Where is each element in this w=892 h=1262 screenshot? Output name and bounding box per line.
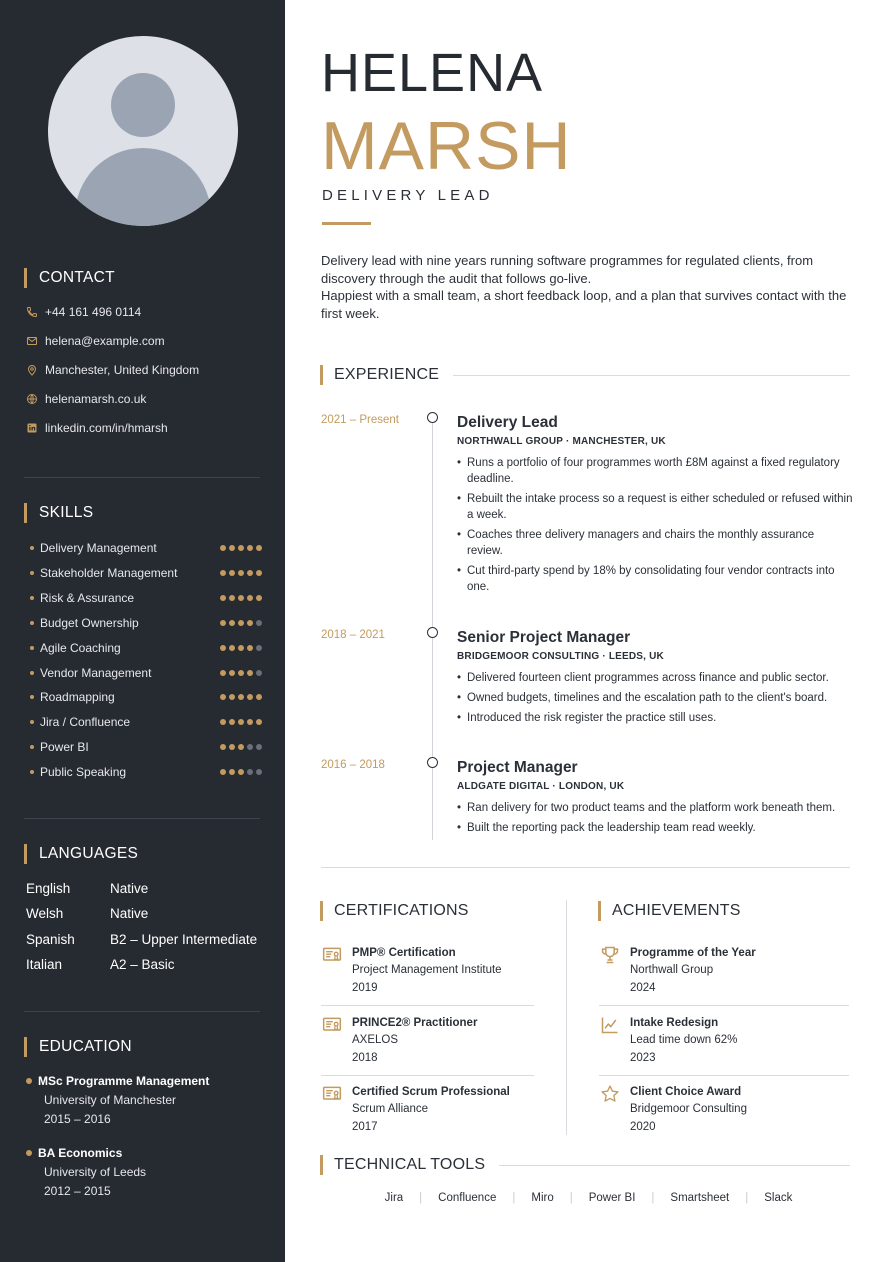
job-bullet: • Built the reporting pack the leadership team read weekly. bbox=[457, 820, 853, 836]
skill-rating bbox=[220, 570, 262, 576]
job-bullets bbox=[457, 670, 853, 726]
bullet-dot bbox=[30, 596, 34, 600]
location-pin-icon bbox=[26, 364, 38, 376]
skill-name: Public Speaking bbox=[40, 765, 127, 780]
rating-dot bbox=[229, 645, 235, 651]
skill-rating bbox=[220, 620, 262, 626]
card-divider bbox=[599, 1075, 849, 1076]
job-org: NORTHWALL GROUP · MANCHESTER, UK bbox=[457, 436, 666, 447]
technical-tools-heading: TECHNICAL TOOLS bbox=[320, 1155, 850, 1175]
rating-dot bbox=[238, 694, 244, 700]
education-heading: EDUCATION bbox=[24, 1037, 132, 1057]
rating-dot bbox=[220, 719, 226, 725]
job-bullet: • Runs a portfolio of four programmes worth £8M against a fixed regulatory deadline. bbox=[457, 455, 853, 487]
trophy-icon bbox=[600, 945, 622, 965]
rating-dot bbox=[247, 545, 253, 551]
rating-dot bbox=[247, 744, 253, 750]
certificate-icon bbox=[322, 945, 344, 965]
avatar-body-shape bbox=[75, 148, 211, 226]
sidebar: CONTACT +44 161 496 0114 helena@example.com Manchester, United Kingdom helenamarsh.co.uk linkedin.com/in/hmarsh SKILLS Delivery Management Stakeholder Management Risk & Assurance Budget Ownership Agile Coaching Vendor Management Roadmapping Jira / Confluence Power BI Public Speaking LANGUAGES English Native Welsh Native Spanish B2 – Upper Intermediate Italian A2 – Basic EDUCATION MSc Programme Management University of Manchester 2015 – 2016 BA Economics University of Leeds 2012 – 2015 bbox=[0, 0, 285, 1262]
bullet-dot bbox=[30, 770, 34, 774]
skill-rating bbox=[220, 545, 262, 551]
sidebar-divider bbox=[24, 1011, 260, 1012]
rating-dot bbox=[247, 719, 253, 725]
job-bullet: • Coaches three delivery managers and chairs the monthly assurance review. bbox=[457, 527, 853, 559]
skill-name: Delivery Management bbox=[40, 541, 157, 555]
rating-dot bbox=[220, 545, 226, 551]
skills-heading: SKILLS bbox=[24, 503, 93, 523]
tool-item: Jira bbox=[384, 1192, 404, 1204]
job-bullet: • Owned budgets, timelines and the escalation path to the client's board. bbox=[457, 690, 853, 706]
job-bullets bbox=[457, 800, 853, 836]
role-underline bbox=[322, 222, 371, 225]
contact-website[interactable]: helenamarsh.co.uk bbox=[26, 392, 146, 406]
rating-dot bbox=[247, 620, 253, 626]
contact-email[interactable]: helena@example.com bbox=[26, 334, 165, 348]
rating-dot bbox=[220, 595, 226, 601]
rating-dot bbox=[247, 595, 253, 601]
education-years: 2012 – 2015 bbox=[44, 1184, 111, 1198]
tools-list: Jira | Confluence | Miro | Power BI | Smartsheet | Slack bbox=[285, 1192, 892, 1204]
skill-name: Roadmapping bbox=[40, 690, 115, 705]
rating-dot bbox=[220, 694, 226, 700]
rating-dot bbox=[229, 620, 235, 626]
skill-row bbox=[30, 565, 262, 581]
mail-icon bbox=[26, 335, 38, 347]
skill-row bbox=[30, 615, 262, 631]
rating-dot bbox=[256, 570, 262, 576]
bullet-dot bbox=[30, 720, 34, 724]
skill-row bbox=[30, 764, 262, 780]
bullet-dot bbox=[30, 646, 34, 650]
rating-dot bbox=[238, 595, 244, 601]
certifications-heading: CERTIFICATIONS bbox=[320, 901, 540, 921]
rating-dot bbox=[247, 670, 253, 676]
tool-item: Power BI bbox=[588, 1192, 636, 1204]
timeline-node bbox=[427, 627, 438, 638]
rating-dot bbox=[247, 769, 253, 775]
rating-dot bbox=[247, 570, 253, 576]
skill-row bbox=[30, 665, 262, 681]
contact-location: Manchester, United Kingdom bbox=[26, 363, 199, 377]
rating-dot bbox=[256, 595, 262, 601]
job-dates: 2021 – Present bbox=[321, 414, 400, 426]
rating-dot bbox=[220, 570, 226, 576]
sidebar-divider bbox=[24, 818, 260, 819]
skill-rating bbox=[220, 719, 262, 725]
avatar-placeholder bbox=[48, 36, 238, 226]
rating-dot bbox=[229, 769, 235, 775]
rating-dot bbox=[229, 570, 235, 576]
job-role: DELIVERY LEAD bbox=[322, 187, 494, 204]
bullet-dot bbox=[30, 546, 34, 550]
rating-dot bbox=[238, 719, 244, 725]
tool-item: Slack bbox=[764, 1192, 793, 1204]
sidebar-divider bbox=[24, 477, 260, 478]
column-divider bbox=[566, 900, 567, 1135]
avatar-head-shape bbox=[111, 73, 175, 137]
timeline-node bbox=[427, 757, 438, 768]
rating-dot bbox=[256, 744, 262, 750]
phone-icon bbox=[26, 306, 38, 318]
education-school: University of Manchester bbox=[44, 1093, 177, 1107]
job-bullet: • Ran delivery for two product teams and the platform work beneath them. bbox=[457, 800, 853, 816]
rating-dot bbox=[229, 595, 235, 601]
job-dates: 2016 – 2018 bbox=[321, 759, 385, 771]
bullet-dot bbox=[30, 695, 34, 699]
skill-rating bbox=[220, 744, 262, 750]
rating-dot bbox=[229, 744, 235, 750]
skill-name: Agile Coaching bbox=[40, 640, 121, 655]
card-divider bbox=[321, 1005, 534, 1006]
rating-dot bbox=[229, 545, 235, 551]
tool-item: Confluence bbox=[438, 1192, 497, 1204]
job-dates: 2018 – 2021 bbox=[321, 629, 385, 641]
rating-dot bbox=[238, 620, 244, 626]
certificate-icon bbox=[322, 1015, 344, 1035]
contact-linkedin[interactable]: linkedin.com/in/hmarsh bbox=[26, 421, 168, 435]
skill-rating bbox=[220, 769, 262, 775]
job-title: Delivery Lead bbox=[457, 414, 558, 431]
skill-rating bbox=[220, 670, 262, 676]
job-org: BRIDGEMOOR CONSULTING · LEEDS, UK bbox=[457, 651, 664, 662]
summary-line: Happiest with a small team, a short feedback loop, and a plan that survives contact with the first week. bbox=[321, 288, 847, 322]
card-divider bbox=[321, 1075, 534, 1076]
summary-line: Delivery lead with nine years running software programmes for regulated clients, from discovery through the audit that follows go-live. bbox=[321, 253, 814, 286]
first-name: HELENA bbox=[321, 43, 544, 103]
skill-row bbox=[30, 540, 262, 556]
bullet-dot bbox=[30, 571, 34, 575]
bullet-dot bbox=[30, 745, 34, 749]
job-title: Senior Project Manager bbox=[457, 629, 631, 646]
skill-name: Risk & Assurance bbox=[40, 590, 135, 605]
contact-heading: CONTACT bbox=[24, 268, 115, 288]
education-degree: BA Economics bbox=[26, 1146, 146, 1160]
rating-dot bbox=[256, 769, 262, 775]
experience-heading: EXPERIENCE bbox=[320, 365, 850, 385]
skill-row bbox=[30, 739, 262, 755]
job-entry bbox=[457, 629, 853, 730]
education-school: University of Leeds bbox=[44, 1165, 147, 1179]
rating-dot bbox=[238, 670, 244, 676]
bullet-dot bbox=[30, 621, 34, 625]
rating-dot bbox=[256, 645, 262, 651]
skill-name: Jira / Confluence bbox=[40, 715, 131, 730]
rating-dot bbox=[220, 744, 226, 750]
job-entry bbox=[457, 759, 853, 840]
job-bullet: • Delivered fourteen client programmes across finance and public sector. bbox=[457, 670, 853, 686]
skill-row bbox=[30, 689, 262, 705]
rating-dot bbox=[220, 620, 226, 626]
education-entry bbox=[26, 1146, 146, 1198]
card-divider bbox=[599, 1005, 849, 1006]
rating-dot bbox=[256, 670, 262, 676]
rating-dot bbox=[247, 645, 253, 651]
education-years: 2015 – 2016 bbox=[44, 1112, 111, 1126]
rating-dot bbox=[238, 645, 244, 651]
skill-name: Power BI bbox=[40, 740, 89, 755]
skill-row bbox=[30, 640, 262, 656]
skill-name: Budget Ownership bbox=[40, 615, 139, 630]
rating-dot bbox=[238, 744, 244, 750]
contact-phone[interactable]: +44 161 496 0114 bbox=[26, 305, 141, 319]
timeline-node bbox=[427, 412, 438, 423]
rating-dot bbox=[229, 670, 235, 676]
rating-dot bbox=[256, 719, 262, 725]
education-entry bbox=[26, 1074, 209, 1126]
job-bullets bbox=[457, 455, 853, 595]
linkedin-icon bbox=[26, 422, 38, 434]
rating-dot bbox=[220, 645, 226, 651]
skill-name: Vendor Management bbox=[40, 665, 152, 680]
rating-dot bbox=[220, 769, 226, 775]
achievements-heading: ACHIEVEMENTS bbox=[598, 901, 848, 921]
education-degree: MSc Programme Management bbox=[26, 1074, 209, 1088]
rating-dot bbox=[229, 719, 235, 725]
rating-dot bbox=[256, 545, 262, 551]
rating-dot bbox=[238, 769, 244, 775]
job-title: Project Manager bbox=[457, 759, 578, 776]
last-name: MARSH bbox=[321, 108, 572, 184]
bullet-dot bbox=[30, 671, 34, 675]
job-org: ALDGATE DIGITAL · LONDON, UK bbox=[457, 781, 625, 792]
rating-dot bbox=[238, 545, 244, 551]
rating-dot bbox=[238, 570, 244, 576]
languages-heading: LANGUAGES bbox=[24, 844, 138, 864]
profile-summary bbox=[321, 252, 851, 323]
section-divider bbox=[321, 867, 850, 868]
job-entry bbox=[457, 414, 853, 599]
chart-line-icon bbox=[600, 1015, 622, 1035]
job-bullet: • Introduced the risk register the practice still uses. bbox=[457, 710, 853, 726]
rating-dot bbox=[229, 694, 235, 700]
certificate-icon bbox=[322, 1084, 344, 1104]
tool-item: Smartsheet bbox=[670, 1192, 730, 1204]
skill-name: Stakeholder Management bbox=[40, 565, 178, 580]
skill-rating bbox=[220, 645, 262, 651]
star-icon bbox=[600, 1084, 622, 1104]
job-bullet: • Cut third-party spend by 18% by consolidating four vendor contracts into one. bbox=[457, 563, 853, 595]
rating-dot bbox=[256, 620, 262, 626]
rating-dot bbox=[220, 670, 226, 676]
skill-rating bbox=[220, 595, 262, 601]
skill-rating bbox=[220, 694, 262, 700]
globe-icon bbox=[26, 393, 38, 405]
tool-item: Miro bbox=[531, 1192, 554, 1204]
job-bullet: • Rebuilt the intake process so a request is either scheduled or refused within a week. bbox=[457, 491, 853, 523]
rating-dot bbox=[256, 694, 262, 700]
rating-dot bbox=[247, 694, 253, 700]
skill-row bbox=[30, 714, 262, 730]
skill-row bbox=[30, 590, 262, 606]
main-content: HELENA MARSH DELIVERY LEAD Delivery lead with nine years running software programmes for regulated clients, from discovery through the audit that follows go-live. Happiest with a small team, a short feedback loop, and a plan that survives contact with the first week. EXPERIENCE 2021 – Present Delivery Lead NORTHWALL GROUP · MANCHESTER, UK • Runs a portfolio of four programmes worth £8M against a fixed regulatory deadline. • Rebuilt the intake process so a request is either scheduled or refused within a week. • Coaches three delivery managers and chairs the monthly assurance review. • Cut third-party spend by 18% by consolidating four vendor contracts into one. 2018 – 2021 Senior Project Manager BRIDGEMOOR CONSULTING · LEEDS, UK • Delivered fourteen client programmes across finance and public sector. • Owned budgets, timelines and the escalation path to the client's board. • Introduced the risk register the practice still uses. 2016 – 2018 Project Manager ALDGATE DIGITAL · LONDON, UK • Ran delivery for two product teams and the platform work beneath them. • Built the reporting pack the leadership team read weekly. CERTIFICATIONS PMP® Certification Project Management Institute 2019 PRINCE2® Practitioner AXELOS 2018 Certified Scrum Professional Scrum Alliance 2017 ACHIEVEMENTS Programme of the Year Northwall Group 2024 Intake Redesign Lead time down 62% 2023 Client Choice Award Bridgemoor Consulting 2020 TECHNICAL TOOLS Jira | Confluence | Miro | Power BI | Smartsheet | Slack bbox=[285, 0, 892, 1262]
